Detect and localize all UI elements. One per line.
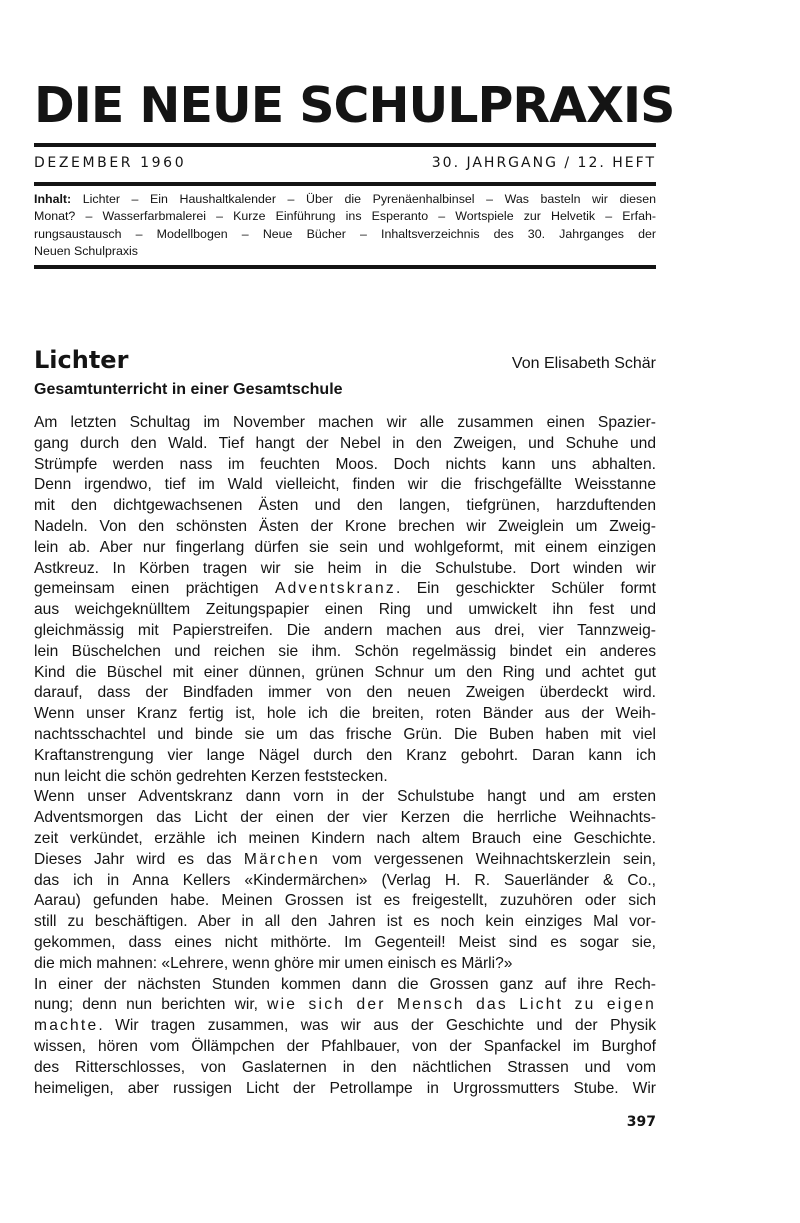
body-line: Wenn unser Adventskranz dann vorn in der Schulstube hangt und am ersten [34, 788, 656, 806]
body-line: gekommen, dass eines nicht mithörte. Im Gegenteil! Meist sind es sogar sie, [34, 933, 656, 951]
article-body [34, 413, 656, 1099]
body-line: Kind die Büschel mit einer dünnen, grünen Schnur um den Ring und achtet gut [34, 663, 656, 681]
header-rule-top [34, 143, 656, 147]
article-subtitle: Gesamtunterricht in einer Gesamtschule [34, 381, 343, 398]
body-line: machte. Wir tragen zusammen, was wir aus der Geschichte und der Physik [34, 1017, 656, 1035]
body-line: Nadeln. Von den schönsten Ästen der Krone brechen wir Zweiglein um Zweig- [34, 517, 656, 535]
body-line: Astkreuz. In Körben tragen wir sie heim in die Schulstube. Dort winden wir [34, 559, 656, 577]
body-line: die mich mahnen: «Lehrere, wenn ghöre mir umen einisch es Märli?» [34, 954, 513, 972]
body-line: Aarau) gefunden habe. Meinen Grossen ist es freigestellt, zuzuhören oder sich [34, 892, 656, 910]
contents-line: Inhalt: Lichter – Ein Haushaltkalender – Über die Pyrenäenhalbinsel – Was basteln wir diesen [34, 192, 656, 206]
article-title: Lichter [34, 346, 129, 374]
body-line: lein ab. Aber nur fingerlang dürfen sie sein und wohlgeformt, mit einem einzigen [34, 538, 656, 556]
contents-line: Monat? – Wasserfarbmalerei – Kurze Einführung ins Esperanto – Wortspiele zur Helvetik – Erfah- [34, 209, 656, 224]
body-line: lein Büschelchen und reichen sie ihm. Schön regelmässig bindet ein anderes [34, 642, 656, 660]
body-line: still zu beschäftigen. Aber in all den Jahren ist es noch kein einziges Mal vor- [34, 913, 656, 931]
body-line: aus weichgeknülltem Zeitungspapier einen Ring und umwickelt ihn fest und [34, 601, 656, 619]
body-line: zeit verkündet, erzähle ich meinen Kindern nach altem Brauch eine Geschichte. [34, 829, 656, 847]
body-line: nachtsschachtel und binde sie um das frische Grün. Die Buben haben mit viel [34, 725, 656, 743]
spaced-phrase: wie sich der Mensch das Licht zu eigen [267, 996, 656, 1014]
issue-number: 30. JAHRGANG / 12. HEFT [431, 155, 656, 171]
contents-label: Inhalt: [34, 192, 72, 206]
header-rule-bottom [34, 265, 656, 269]
spaced-term: machte [34, 1017, 99, 1035]
page-number: 397 [626, 1114, 656, 1130]
body-line: gang durch den Wald. Tief hangt der Nebel in den Zweigen, und Schuhe und [34, 434, 656, 452]
body-line: In einer der nächsten Stunden kommen dann die Grossen ganz auf ihre Rech- [34, 975, 656, 993]
body-line: das ich in Anna Kellers «Kindermärchen» (Verlag H. R. Sauerländer & Co., [34, 871, 656, 889]
body-line: Wenn unser Kranz fertig ist, hole ich die breiten, roten Bänder aus der Weih- [34, 705, 656, 723]
issue-line [34, 152, 656, 174]
body-line: Am letzten Schultag im November machen wir alle zusammen einen Spazier- [34, 414, 656, 431]
body-line: gemeinsam einen prächtigen Adventskranz. Ein geschickter Schüler formt [34, 580, 657, 598]
body-line: Strümpfe werden nass im feuchten Moos. Doch nichts kann uns abhalten. [34, 455, 656, 473]
body-line: wissen, hören vom Öllämpchen der Pfahlbauer, von der Spanfackel im Burghof [34, 1037, 656, 1055]
body-line: heimeligen, aber russigen Licht der Petrollampe in Urgrossmutters Stube. Wir [34, 1079, 656, 1097]
spaced-term: Märchen [243, 850, 320, 868]
body-line: Kraftanstrengung vier lange Nägel durch den Kranz gebohrt. Daran kann ich [34, 746, 656, 764]
article-author: Von Elisabeth Schär [511, 355, 656, 372]
journal-title: DIE NEUE SCHULPRAXIS [34, 77, 675, 134]
body-line: mit den dichtgewachsenen Ästen und den langen, tiefgrünen, harzduftenden [34, 497, 656, 515]
body-line: des Ritterschlosses, von Gaslaternen in den nächtlichen Strassen und vom [34, 1058, 656, 1076]
contents-line: rungsaustausch – Modellbogen – Neue Bücher – Inhaltsverzeichnis des 30. Jahrganges der [34, 226, 656, 241]
body-line: nun leicht die schön gedrehten Kerzen feststecken. [34, 767, 388, 785]
body-line: gleichmässig mit Papierstreifen. Die andern machen aus drei, vier Tannzweig- [34, 621, 656, 639]
header-rule-middle [34, 182, 656, 186]
contents-line: Neuen Schulpraxis [34, 244, 139, 259]
body-line: Adventsmorgen das Licht der einen der vier Kerzen die herrliche Weihnachts- [34, 809, 656, 827]
body-line: nung; denn nun berichten wir, wie sich der Mensch das Licht zu eigen [34, 996, 656, 1014]
body-line: darauf, dass der Bindfaden immer von den neuen Zweigen überdeckt wird. [34, 684, 656, 702]
body-line: Denn irgendwo, tief im Wald vielleicht, finden wir die frischgefällte Weisstanne [34, 476, 656, 494]
spaced-term: Adventskranz [275, 580, 396, 598]
issue-date: DEZEMBER 1960 [34, 155, 187, 171]
body-line: Dieses Jahr wird es das Märchen vom vergessenen Weihnachtskerzlein sein, [34, 850, 656, 868]
table-of-contents [34, 191, 656, 261]
